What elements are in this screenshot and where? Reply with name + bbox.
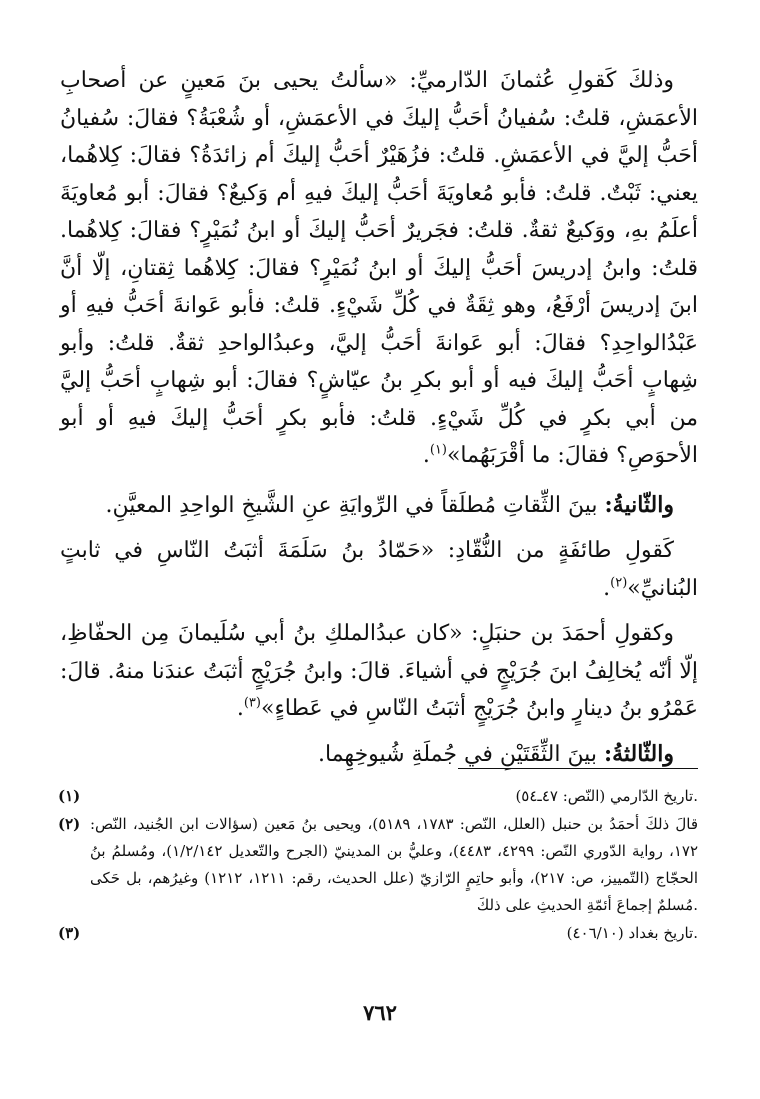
footnote-divider xyxy=(458,768,698,769)
paragraph-5-text: بينَ الثِّقَتَيْنِ في جُملَةِ شُيوخِهِما. xyxy=(318,741,597,767)
footnote-number: (٣) xyxy=(58,924,81,942)
paragraph-1-text: وذلكَ كَقولِ عُثمانَ الدّارميِّ: «سألتُ يحيى بنَ مَعينٍ عن أصحابِ الأعمَشِ، قلتُ: سُفيانُ أحَبُّ إليكَ في الأعمَشِ، أو شُعْبَةُ؟ فقالَ: سُفيانُ أحَبُّ إليَّ في الأعمَشِ. قلتُ: فزُهَيْرٌ أحَبُّ إليكَ أم زائدَةُ؟ فقالَ: كِلاهُما، يعني: ثَبْتٌ. قلتُ: فأبو مُعاويَةَ أحَبُّ إليكَ فيهِ أم وَكيعٌ؟ فقالَ: أبو مُعاويَةَ أعلَمُ بهِ، ووَكيعٌ ثقةٌ. قلتُ: فجَريرٌ أحَبُّ إليكَ أو ابنُ نُمَيْرٍ؟ فقالَ: كِلاهُما. قلتُ: وابنُ إدريسَ أحَبُّ إليكَ أو ابنُ نُمَيْرٍ؟ فقالَ: كِلاهُما ثِقتانِ، إلّا أنَّ ابنَ إدريسَ أرْفَعُ، وهو ثِقَةٌ في كُلِّ شَيْءٍ. قلتُ: فأبو عَوانةَ أحَبُّ فيهِ أو عَبْدُالواحِدِ؟ فقالَ: أبو عَوانةَ أحَبُّ إليَّ، وعبدُالواحدِ ثقةٌ. قلتُ: وأبو شِهابٍ أحَبُّ إليكَ فيه أو أبو بكرِ بنُ عيّاشٍ؟ فقالَ: أبو شِهابٍ أحَبُّ إليَّ من أبي بكرٍ في كُلِّ شَيْءٍ. قلتُ: فأبو بكرٍ أحَبُّ إليكَ فيهِ أو أبو الأحوَصِ؟ فقالَ: ما أقْرَبَهُما» xyxy=(60,68,698,468)
footnote-ref-3: (٣) xyxy=(243,695,261,711)
footnote-2 xyxy=(58,811,698,919)
footnote-1 xyxy=(58,783,698,810)
footnotes xyxy=(58,783,698,948)
footnote-text: تاريخ بغداد (٤٠٦/١٠). xyxy=(566,924,698,942)
paragraph-5-lead: والثّالثةُ: xyxy=(603,740,674,767)
body-paragraph-2 xyxy=(60,487,698,525)
footnote-ref-2: (٢) xyxy=(610,575,628,591)
body-paragraph-3: كَقولِ طائفَةٍ من النُّقّادِ: «حَمّادُ بنُ سَلَمَةَ أثبَتُ النّاسِ في ثابتٍ البُنانيِّ»$^{(٢)}$. xyxy=(60,538,698,601)
footnote-number: (٢) xyxy=(58,815,81,833)
body-paragraph-1: وذلكَ كَقولِ عُثمانَ الدّارميِّ: «سألتُ يحيى بنَ مَعينٍ عن أصحابِ الأعمَشِ، قلتُ: سُفيانُ أحَبُّ إليكَ في الأعمَشِ، أو شُعْبَةُ؟ فقالَ: سُفيانُ أحَبُّ إليَّ في الأعمَشِ. قلتُ: فزُهَيْرٌ أحَبُّ إليكَ أم زائدَةُ؟ فقالَ: كِلاهُما، يعني: ثَبْتٌ. قلتُ: فأبو مُعاويَةَ أحَبُّ إليكَ فيهِ أم وَكيعٌ؟ فقالَ: أبو مُعاويَةَ أعلَمُ بهِ، ووَكيعٌ ثقةٌ. قلتُ: فجَريرٌ أحَبُّ إليكَ أو ابنُ نُمَيْرٍ؟ فقالَ: كِلاهُما. قلتُ: وابنُ إدريسَ أحَبُّ إليكَ أو ابنُ نُمَيْرٍ؟ فقالَ: كِلاهُما ثِقتانِ، إلّا أنَّ ابنَ إدريسَ أرْفَعُ، وهو ثِقَةٌ في كُلِّ شَيْءٍ. قلتُ: فأبو عَوانةَ أحَبُّ فيهِ أو عَبْدُالواحِدِ؟ فقالَ: أبو عَوانةَ أحَبُّ إليَّ، وعبدُالواحدِ ثقةٌ. قلتُ: وأبو شِهابٍ أحَبُّ إليكَ فيه أو أبو بكرِ بنُ عيّاشٍ؟ فقالَ: أبو شِهابٍ أحَبُّ إليَّ من أبي بكرٍ في كُلِّ شَيْءٍ. قلتُ: فأبو بكرٍ أحَبُّ إليكَ فيهِ أو أبو الأحوَصِ؟ فقالَ: ما أقْرَبَهُما»$^{(١)}$. xyxy=(60,68,698,468)
footnote-ref-1: (١) xyxy=(429,442,447,458)
paragraph-4-text: وكقولِ أحمَدَ بن حنبَلٍ: «كان عبدُالملكِ بنُ أبي سُلَيمانَ مِن الحفّاظِ، إلّا أنّه يُخالِفُ ابنَ جُرَيْجٍ في أشياءَ. قالَ: وابنُ جُرَيْجٍ أثبَتُ عندَنا منهُ. قالَ: عَمْرُو بنُ دينارٍ وابنُ جُرَيْجٍ أثبَتُ النّاسِ في عَطاءٍ» xyxy=(60,621,698,721)
paragraph-3-text: كَقولِ طائفَةٍ من النُّقّادِ: «حَمّادُ بنُ سَلَمَةَ أثبَتُ النّاسِ في ثابتٍ البُنانيِّ» xyxy=(60,538,698,601)
body-paragraph-4: وكقولِ أحمَدَ بن حنبَلٍ: «كان عبدُالملكِ بنُ أبي سُلَيمانَ مِن الحفّاظِ، إلّا أنّه يُخالِفُ ابنَ جُرَيْجٍ في أشياءَ. قالَ: وابنُ جُرَيْجٍ أثبَتُ عندَنا منهُ. قالَ: عَمْرُو بنُ دينارٍ وابنُ جُرَيْجٍ أثبَتُ النّاسِ في عَطاءٍ»$^{(٣)}$. xyxy=(60,621,698,721)
footnote-text: قالَ ذلكَ أحمَدُ بن حنبل (العلل، النّص: ١٧٨٣، ٥١٨٩)، ويحيى بنُ مَعين (سؤالات ابن الجُنيد، النّص: ١٧٢، رواية الدّوري النّص: ٤٢٩٩، ٤٤٨٣)، وعليُّ بن المدينيّ (الجرح والتّعديل ١/٢/١٤٢)، ومُسلمُ بنُ الحجّاج (التّمييز، ص: ٢١٧)، وأبو حاتِمٍ الرّازيّ (علل الحديث، رقم: ١٢١١، ١٢١٢) وغيرُهم، بل حَكى مُسلمٌ إجماعَ أئمّةِ الحديثِ على ذلكَ. xyxy=(90,815,699,914)
page-number: ٧٦٢ xyxy=(363,1000,397,1025)
footnote-number: (١) xyxy=(58,787,81,805)
paragraph-2-lead: والثّانيةُ: xyxy=(604,491,674,518)
footnote-text: تاريخ الدّارمي (النّص: ٤٧ـ٥٤). xyxy=(515,787,698,805)
paragraph-2-text: بينَ الثِّقاتِ مُطلَقاً في الرِّوايَةِ عنِ الشَّيخِ الواحِدِ المعيَّنِ. xyxy=(105,492,598,518)
footnote-3 xyxy=(58,920,698,947)
